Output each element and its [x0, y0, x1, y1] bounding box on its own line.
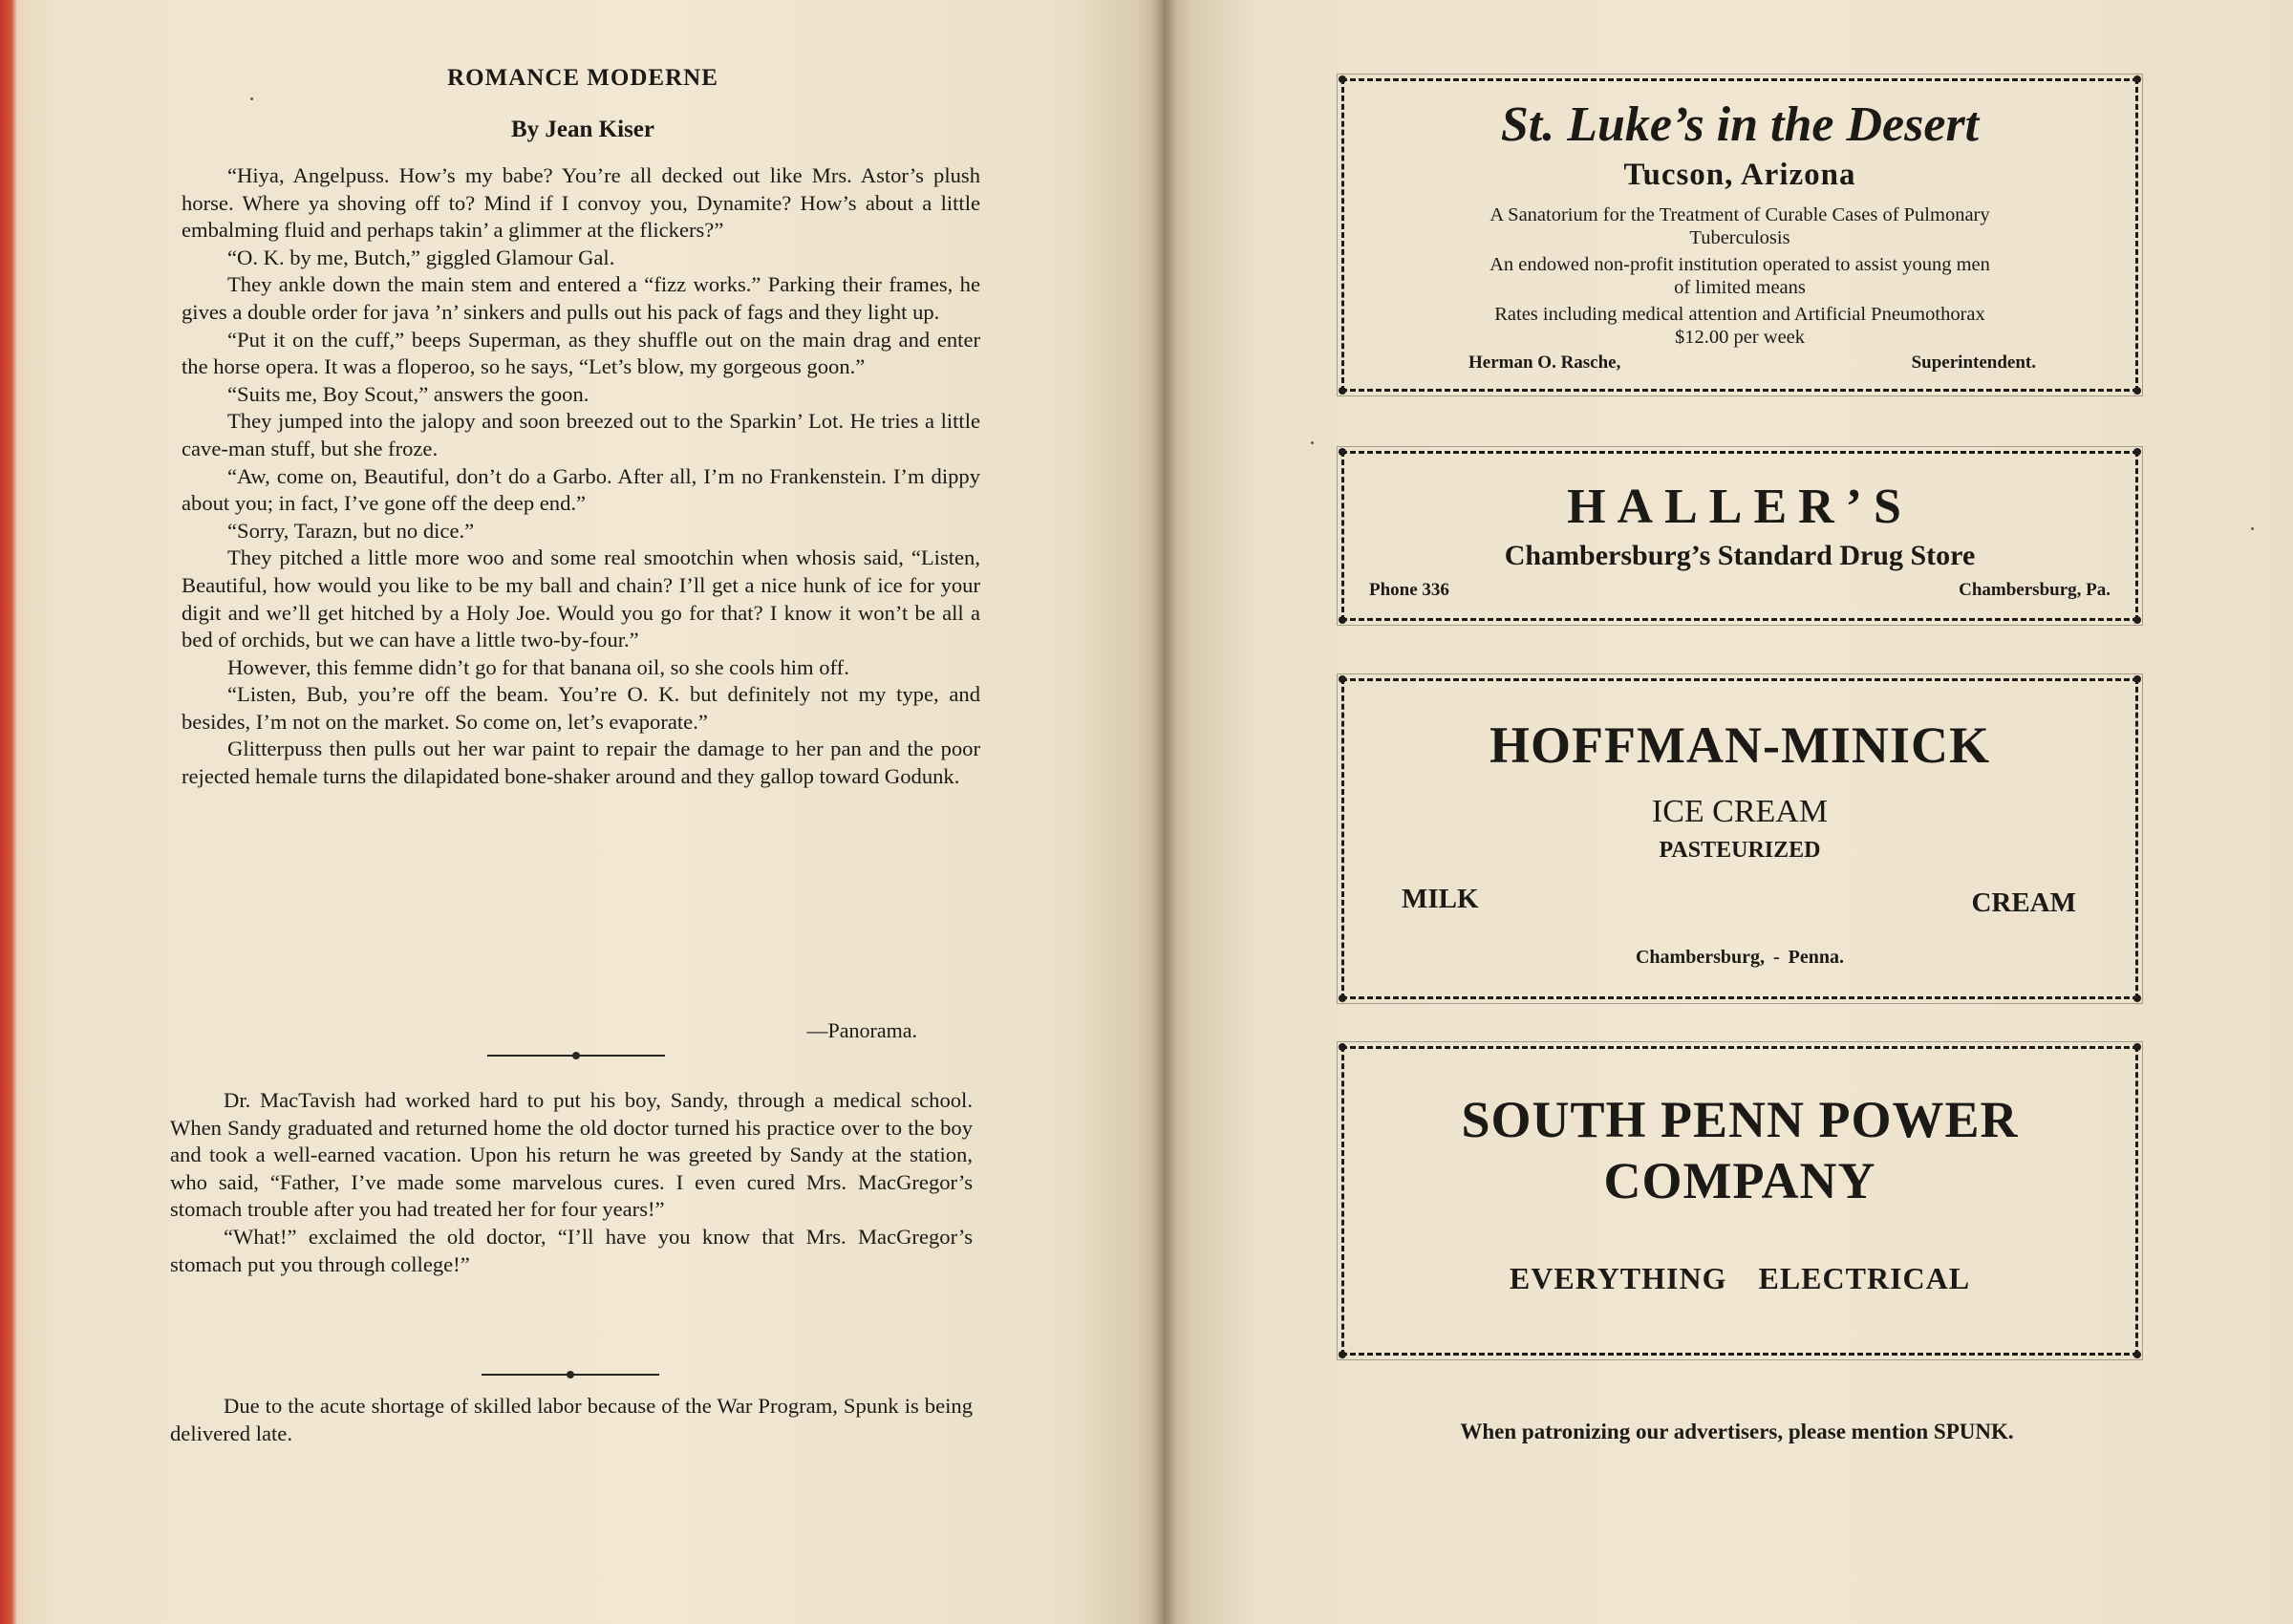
- st-lukes-city: Tucson, Arizona: [1623, 158, 1856, 192]
- delivery-notice: Due to the acute shortage of skilled labor because of the War Program, Spunk is being delivered late.: [170, 1394, 973, 1445]
- hallers-tagline: Chambersburg’s Standard Drug Store: [1504, 540, 1976, 571]
- corner-ornament: [1339, 994, 1346, 1002]
- story-title: ROMANCE MODERNE: [447, 65, 718, 91]
- story-body: [182, 162, 980, 791]
- story-paragraph: “Hiya, Angelpuss. How’s my babe? You’re all decked out like Mrs. Astor’s plush horse. Where ya shoving off to? Mind if I convoy you, Dynamite? How’s about a little embalming fluid and perhaps takin’ a glimmer at the flickers?”: [182, 163, 980, 243]
- patronize-note: When patronizing our advertisers, please mention SPUNK.: [1460, 1420, 2014, 1443]
- ad-south-penn-power: [1341, 1046, 2138, 1356]
- paper-speck: [1311, 441, 1314, 444]
- st-lukes-signatory-title: Superintendent.: [1911, 353, 2036, 373]
- paper-speck: [250, 97, 253, 100]
- corner-ornament: [1339, 675, 1346, 683]
- story-paragraph: They ankle down the main stem and entered a “fizz works.” Parking their frames, he gives a double order for java ’n’ sinkers and pulls out his pack of fags and they light up.: [182, 272, 980, 324]
- corner-ornament: [1339, 616, 1346, 624]
- south-penn-name: SOUTH PENN POWER COMPANY: [1461, 1091, 2019, 1209]
- story-paragraph: “O. K. by me, Butch,” giggled Glamour Gal.: [227, 245, 615, 269]
- st-lukes-signatory: Herman O. Rasche,: [1468, 353, 1621, 373]
- st-lukes-purpose: An endowed non-profit institution operated to assist young men of limited means: [1489, 254, 1990, 298]
- corner-ornament: [1339, 448, 1346, 456]
- st-lukes-rates: Rates including medical attention and Artificial Pneumothorax $12.00 per week: [1494, 304, 1985, 348]
- story-byline: By Jean Kiser: [511, 117, 654, 142]
- hallers-phone: Phone 336: [1369, 580, 1449, 600]
- ad-st-lukes: [1341, 78, 2138, 392]
- corner-ornament: [2133, 75, 2141, 83]
- joke-paragraph: “What!” exclaimed the old doctor, “I’ll have you know that Mrs. MacGregor’s stomach put you through college!”: [170, 1224, 973, 1276]
- story-paragraph: “Listen, Bub, you’re off the beam. You’re O. K. but definitely not my type, and besides, I’m not on the market. So come on, let’s evaporate.”: [182, 682, 980, 734]
- paper-speck: [2251, 527, 2254, 530]
- corner-ornament: [2133, 448, 2141, 456]
- ad-hoffman-minick: [1341, 678, 2138, 999]
- section-divider: [482, 1374, 659, 1376]
- joke-paragraph: Dr. MacTavish had worked hard to put his boy, Sandy, through a medical school. When Sandy graduated and returned home the old doctor turned his practice over to the boy and took a well-earned vacation. Upon his return he was greeted by Sandy at the station, who said, “Father, I’ve made some marvelous cures. I even cured Mrs. MacGregor’s stomach trouble after you had treated her for four years!”: [170, 1088, 973, 1222]
- hoffman-minick-qualifier: PASTEURIZED: [1659, 838, 1821, 863]
- story-paragraph: They jumped into the jalopy and soon breezed out to the Sparkin’ Lot. He tries a little cave-man stuff, but she froze.: [182, 409, 980, 460]
- story-paragraph: “Suits me, Boy Scout,” answers the goon.: [227, 381, 589, 406]
- st-lukes-description: A Sanatorium for the Treatment of Curable Cases of Pulmonary Tuberculosis: [1489, 204, 1990, 248]
- corner-ornament: [2133, 1351, 2141, 1358]
- hoffman-minick-name: HOFFMAN-MINICK: [1489, 716, 1990, 774]
- corner-ornament: [1339, 1043, 1346, 1051]
- story-paragraph: “Aw, come on, Beautiful, don’t do a Garbo. After all, I’m no Frankenstein. I’m dippy about you; in fact, I’ve gone off the deep end.”: [182, 463, 980, 516]
- hoffman-minick-town: Chambersburg, - Penna.: [1635, 947, 1844, 968]
- story-paragraph: Glitterpuss then pulls out her war paint to repair the damage to her pan and the poor rejected hemale turns the dilapidated bone-shaker around and they gallop toward Godunk.: [182, 737, 980, 789]
- ad-hallers: [1341, 451, 2138, 621]
- joke-block: [170, 1087, 973, 1278]
- hallers-name: HALLER’S: [1567, 480, 1913, 534]
- corner-ornament: [1339, 387, 1346, 395]
- corner-ornament: [2133, 1043, 2141, 1051]
- hoffman-minick-product: ICE CREAM: [1651, 794, 1829, 829]
- corner-ornament: [1339, 1351, 1346, 1358]
- st-lukes-name: St. Luke’s in the Desert: [1500, 97, 1980, 152]
- page-gutter: [1152, 0, 1177, 1624]
- section-divider: [487, 1055, 665, 1057]
- corner-ornament: [2133, 616, 2141, 624]
- south-penn-tagline: EVERYTHING ELECTRICAL: [1509, 1261, 1971, 1295]
- story-paragraph: They pitched a little more woo and some real smootchin when whosis said, “Listen, Beautiful, how would you like to be my ball and chain? I’ll get a nice hunk of ice for your digit and we’ll get hitched by a Holy Joe. Would you go for that? I know it won’t be all a bed of orchids, but we can have a little two-by-four.”: [182, 545, 980, 652]
- hallers-town: Chambersburg, Pa.: [1959, 580, 2111, 600]
- corner-ornament: [2133, 675, 2141, 683]
- corner-ornament: [2133, 994, 2141, 1002]
- corner-ornament: [1339, 75, 1346, 83]
- story-paragraph: “Sorry, Tarazn, but no dice.”: [227, 518, 475, 543]
- hoffman-minick-milk: MILK: [1402, 884, 1479, 914]
- story-paragraph: “Put it on the cuff,” beeps Superman, as they shuffle out on the main drag and enter the horse opera. It was a floperoo, so he says, “Let’s blow, my gorgeous goon.”: [182, 327, 980, 379]
- hoffman-minick-cream: CREAM: [1971, 887, 2076, 918]
- corner-ornament: [2133, 387, 2141, 395]
- story-paragraph: However, this femme didn’t go for that banana oil, so she cools him off.: [227, 654, 849, 679]
- story-attribution: —Panorama.: [806, 1018, 917, 1042]
